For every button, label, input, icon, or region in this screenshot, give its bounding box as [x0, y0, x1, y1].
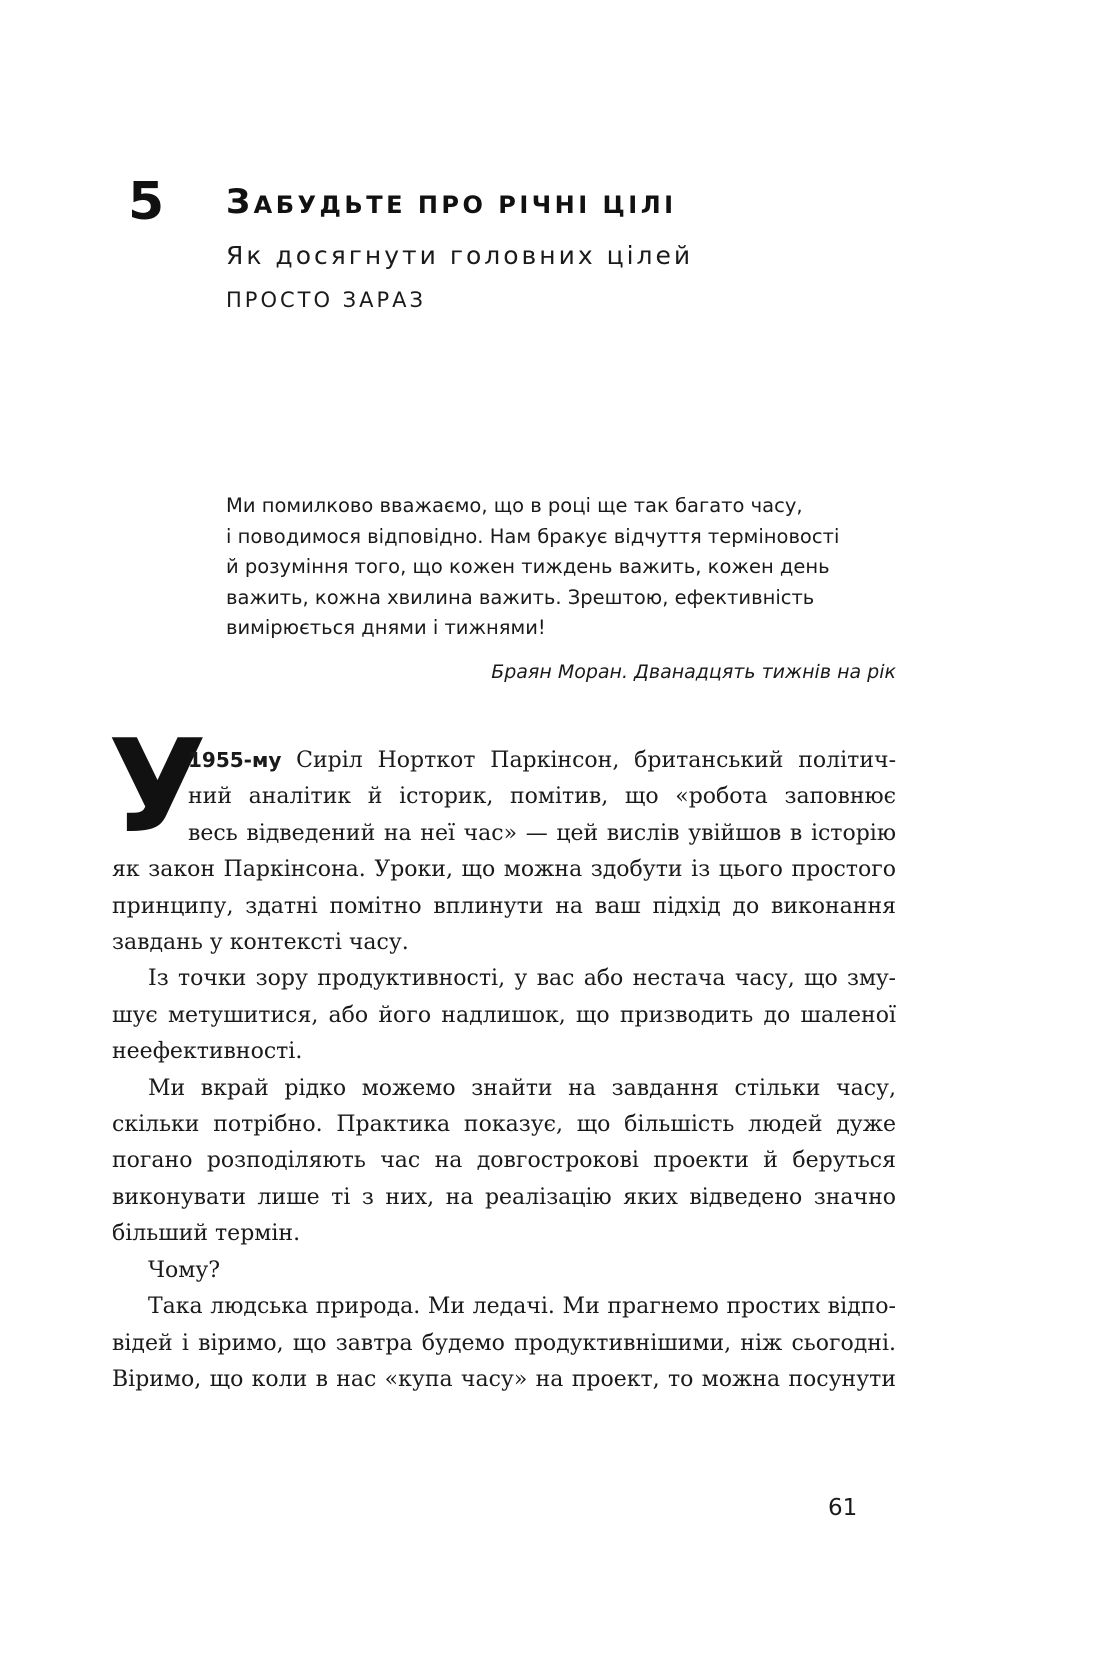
paragraph-line: 1955-му Сиріл Норткот Паркінсон, британський політич- — [188, 748, 896, 773]
paragraph-line: відей і віримо, що завтра будемо продуктивнішими, ніж сьогодні. — [112, 1330, 896, 1356]
chapter-number: 5 — [128, 172, 165, 232]
paragraph-line: Віримо, що коли в нас «купа часу» на проект, то можна посунути — [112, 1366, 896, 1392]
paragraph-line: принципу, здатні помітно вплинути на ваш підхід до виконання — [112, 893, 896, 919]
paragraph-line: Ми вкрай рідко можемо знайти на завдання стільки часу, — [148, 1075, 896, 1101]
paragraph-line: більший термін. — [112, 1221, 301, 1247]
paragraph-line: шує метушитися, або його надлишок, що призводить до шаленої — [112, 1002, 896, 1028]
drop-cap: У — [108, 713, 207, 862]
epigraph-line: вимірюється днями і тижнями! — [226, 616, 546, 639]
chapter-subtitle-line: ПРОСТО ЗАРАЗ — [226, 288, 427, 312]
epigraph-source: Браян Моран. Дванадцять тижнів на рік — [491, 661, 896, 683]
paragraph-line: погано розподіляють час на довгострокові проекти й беруться — [112, 1148, 896, 1174]
paragraph-line: неефективності. — [112, 1039, 303, 1065]
paragraph-line: Із точки зору продуктивності, у вас або нестача часу, що змy- — [148, 966, 896, 992]
page-number: 61 — [828, 1495, 858, 1521]
epigraph-line: й розуміння того, що кожен тиждень важить, кожен день — [226, 555, 830, 578]
chapter-title — [226, 182, 677, 225]
epigraph-line: і поводимося відповідно. Нам бракує відчуття терміновості — [226, 524, 840, 548]
epigraph — [226, 491, 896, 644]
paragraph-line: Така людська природа. Ми ледачі. Ми прагнемо простих відпо- — [148, 1294, 896, 1320]
chapter-title-initial: З — [226, 182, 254, 222]
paragraph-line: виконувати лише ті з них, на реалізацію яких відведено значно — [112, 1184, 896, 1210]
paragraph-line: скільки потрібно. Практика показує, що більшість людей дуже — [112, 1112, 896, 1138]
paragraph-line: Чому? — [148, 1257, 221, 1283]
epigraph-line: важить, кожна хвилина важить. Зрештою, ефективність — [226, 585, 815, 609]
paragraph-line: завдань у контексті часу. — [112, 930, 409, 956]
paragraph-line: як закон Паркінсона. Уроки, що можна здобути із цього простого — [112, 857, 896, 883]
paragraph-line: ний аналітик й історик, помітив, що «робота заповнює — [188, 784, 896, 810]
paragraph-line: весь відведений на неї час» — цей вислів увійшов в історію — [188, 820, 896, 846]
lead-in: 1955-му — [188, 748, 282, 772]
chapter-subtitle — [226, 234, 786, 322]
body-text — [112, 742, 896, 1398]
chapter-title-rest: АБУДЬТЕ ПРО РІЧНІ ЦІЛІ — [253, 191, 677, 219]
epigraph-line: Ми помилково вважаємо, що в році ще так багато часу, — [226, 494, 803, 517]
chapter-subtitle-line: Як досягнути головних цілей — [226, 241, 694, 270]
